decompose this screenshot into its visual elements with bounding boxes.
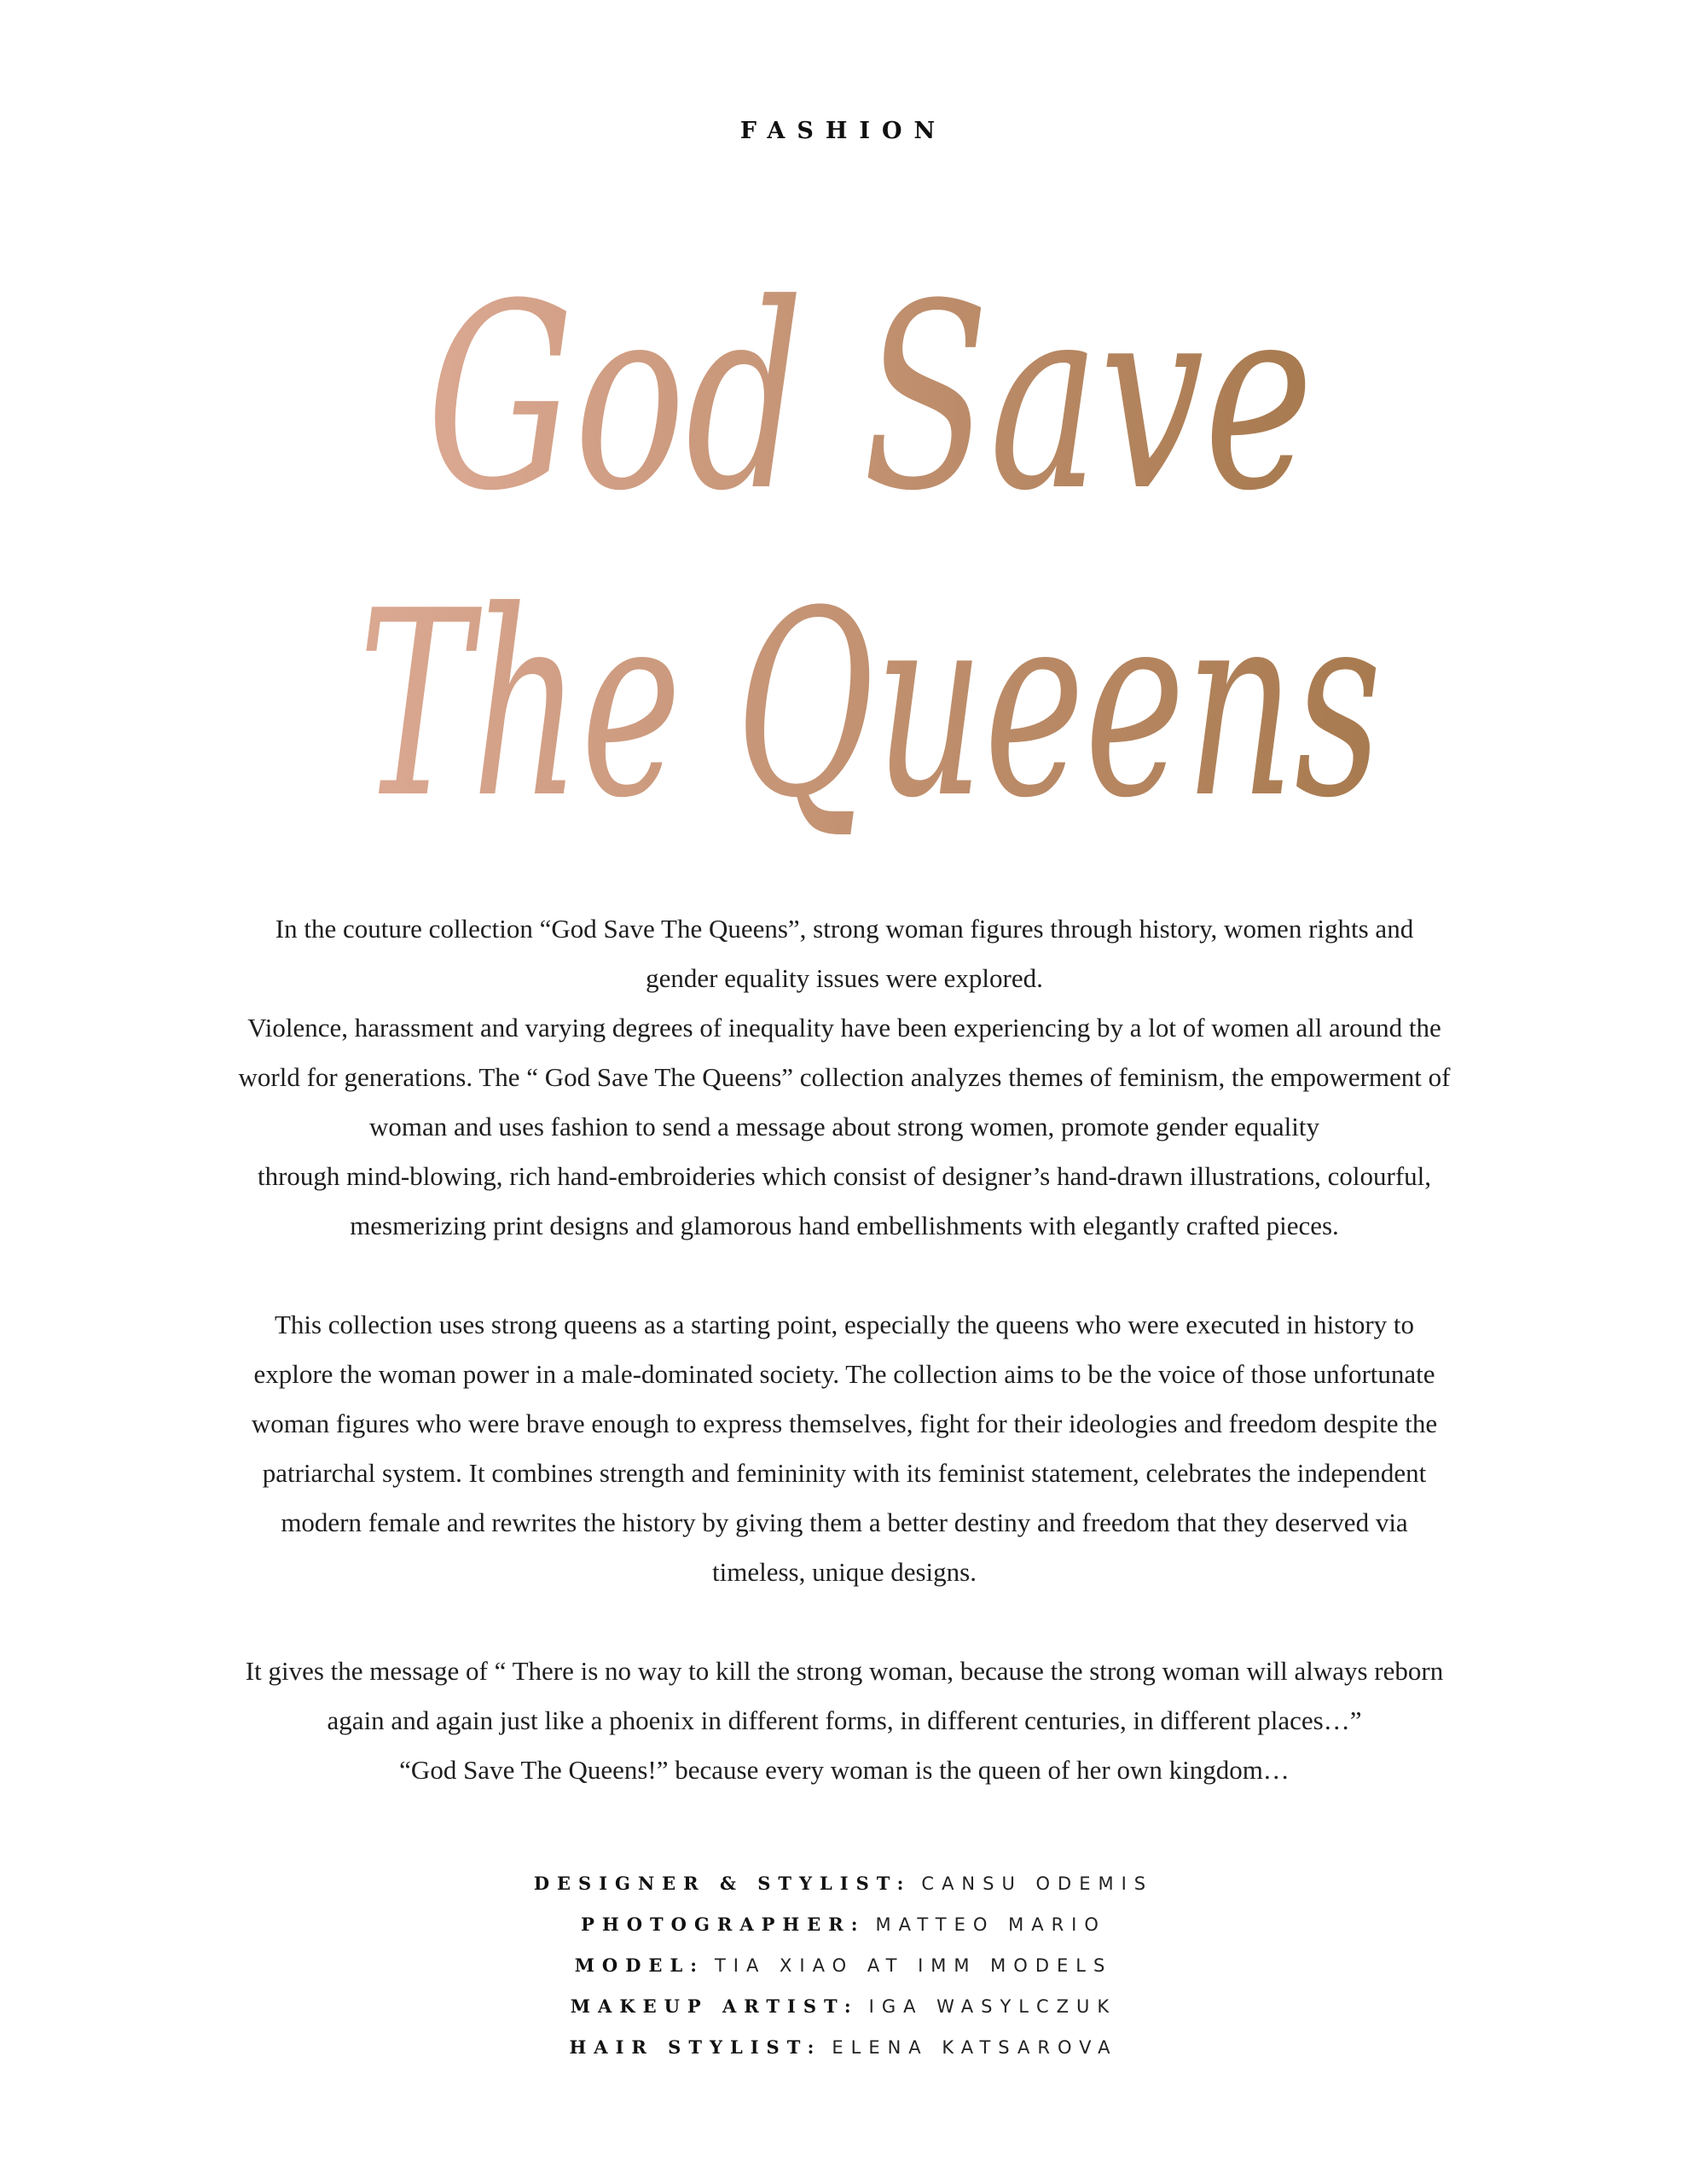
credit-separator: : — [844, 1995, 859, 2017]
credit-role: PHOTOGRAPHER — [581, 1914, 851, 1935]
credit-separator: : — [690, 1955, 704, 1976]
body-line: “God Save The Queens!” because every woman is the queen of her own kingdom… — [399, 1755, 1290, 1785]
credit-row — [0, 2027, 1687, 2068]
credit-name: ELENA KATSAROVA — [832, 2037, 1118, 2058]
credit-separator: : — [807, 2036, 822, 2058]
credit-role: MAKEUP ARTIST — [570, 1995, 844, 2017]
credit-row — [0, 1904, 1687, 1945]
credit-row — [0, 1863, 1687, 1904]
body-line: modern female and rewrites the history by giving them a better destiny and freedom that they deserved via — [281, 1507, 1408, 1537]
body-line: timeless, unique designs. — [712, 1557, 977, 1587]
headline-line-2: The Queens — [358, 556, 1382, 854]
body-line: patriarchal system. It combines strength and femininity with its feminist statement, celebrates the independent — [262, 1458, 1427, 1488]
credit-role: DESIGNER & STYLIST — [533, 1873, 897, 1894]
credit-name: MATTEO MARIO — [875, 1914, 1106, 1935]
body-line: through mind-blowing, rich hand-embroideries which consist of designer’s hand-drawn illustrations, colourful, — [257, 1161, 1432, 1191]
body-line: Violence, harassment and varying degrees of inequality have been experiencing by a lot of women all around the — [247, 1013, 1441, 1043]
credit-role: MODEL — [574, 1955, 691, 1976]
credit-name: IGA WASYLCZUK — [868, 1996, 1117, 2017]
body-line: In the couture collection “God Save The Queens”, strong woman figures through history, women rights and — [275, 914, 1414, 944]
article-body — [205, 904, 1484, 1844]
body-line: gender equality issues were explored. — [646, 963, 1043, 993]
section-label: FASHION — [739, 118, 948, 144]
credit-role: HAIR STYLIST — [569, 2036, 808, 2058]
body-line: This collection uses strong queens as a starting point, especially the queens who were executed in history to — [274, 1310, 1415, 1339]
body-paragraph — [205, 1300, 1484, 1597]
body-paragraph — [205, 904, 1484, 1251]
credit-separator: : — [850, 1914, 866, 1935]
credit-name: TIA XIAO AT IMM MODELS — [714, 1955, 1113, 1976]
body-line: world for generations. The “ God Save The Queens” collection analyzes themes of feminism, the empowerment of — [238, 1062, 1451, 1092]
headline-line-1: God Save — [426, 249, 1313, 547]
body-line: again and again just like a phoenix in different forms, in different centuries, in different places…” — [327, 1705, 1362, 1735]
body-line: woman and uses fashion to send a message about strong women, promote gender equality — [368, 1112, 1320, 1141]
body-line: It gives the message of “ There is no way to kill the strong woman, because the strong woman will always reborn — [245, 1656, 1444, 1686]
credit-row — [0, 1986, 1687, 2027]
credit-separator: : — [896, 1873, 912, 1894]
credit-row — [0, 1945, 1687, 1986]
credit-name: CANSU ODEMIS — [921, 1873, 1154, 1894]
body-line: explore the woman power in a male-dominated society. The collection aims to be the voice of those unfortunate — [253, 1359, 1435, 1389]
headline-script-art — [324, 230, 1416, 879]
body-paragraph — [205, 1647, 1484, 1795]
body-line: mesmerizing print designs and glamorous hand embellishments with elegantly crafted pieces. — [350, 1211, 1339, 1240]
credits-block — [0, 1863, 1687, 2068]
body-line: woman figures who were brave enough to express themselves, fight for their ideologies and freedom despite the — [251, 1409, 1438, 1438]
headline-title — [324, 230, 1416, 879]
